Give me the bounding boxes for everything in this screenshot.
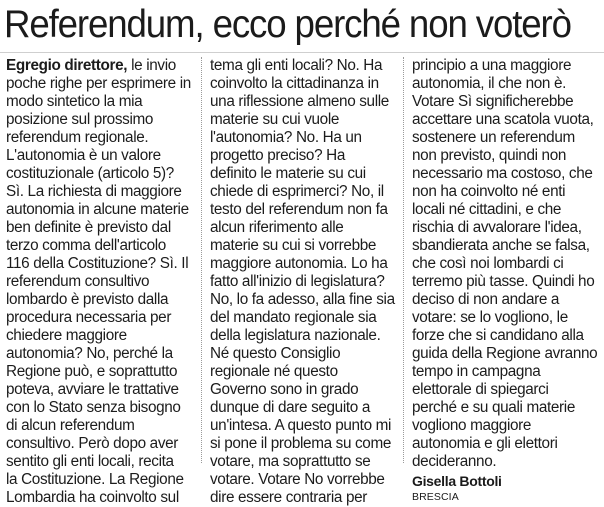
text-line: progetto preciso? Ha (210, 147, 346, 164)
text-line: una riflessione almeno sulle (210, 93, 389, 110)
text-line: necessario ma costoso, che (412, 165, 593, 182)
text-line: Sì. La richiesta di maggiore (6, 183, 182, 200)
signature-location: BRESCIA (412, 491, 459, 503)
text-line: autonomia in alcune materie (6, 201, 189, 218)
text-line: votare: se lo vogliono, le (412, 309, 568, 326)
text-line: tempo in campagna (412, 363, 541, 380)
text-line: poteva, avviare le trattative (6, 381, 179, 398)
text-line: sostenere un referendum (412, 129, 575, 146)
text-line: dire essere contraria per (210, 489, 368, 506)
text-line: autonomia e gli elettori (412, 435, 558, 452)
headline-rule (0, 52, 604, 53)
text-line: chiedere maggiore (6, 327, 127, 344)
text-line: Votare Sì significherebbe (412, 93, 574, 110)
text-line: autonomia? No, perché la (6, 345, 173, 362)
column-3 (412, 57, 600, 503)
text-line: perché e su quali materie (412, 399, 576, 416)
text-line: non previsto, quindi non (412, 147, 567, 164)
text-line: dunque di dare seguito a (210, 399, 371, 416)
text-line: Né questo Consiglio (210, 345, 341, 362)
text-line: l'autonomia? No. Ha un (210, 129, 362, 146)
text-line (6, 57, 194, 75)
text-line: sentito gli enti locali, recita (6, 453, 174, 470)
text-line: della legislatura nazionale. (210, 327, 381, 344)
text-line: si pone il problema su come (210, 435, 392, 452)
text-line: vogliono maggiore (412, 417, 532, 434)
text-line: deciso di non andare a (412, 291, 560, 308)
text-line: coinvolto la cittadinanza in (210, 75, 379, 92)
text-line: ben definite è previsto dal (6, 219, 171, 236)
text-line: del mandato regionale sia (210, 309, 377, 326)
text-line: costituzionale (articolo 5)? (6, 165, 174, 182)
text-line: autonomia, il che non è. (412, 75, 567, 92)
text-line: di alcun referendum (6, 417, 135, 434)
column-divider (201, 57, 202, 463)
text-line: lombardo è previsto dalla (6, 291, 169, 308)
text-line: tema gli enti locali? No. Ha (210, 57, 383, 74)
headline: Referendum, ecco perché non voterò (4, 3, 571, 46)
text-line: procedura necessaria per (6, 309, 172, 326)
text-line: la Costituzione. La Regione (6, 471, 184, 488)
text-line: guida della Regione avranno (412, 345, 598, 362)
text-line: Governo sono in grado (210, 381, 359, 398)
text-line: definito le materie su cui (210, 165, 366, 182)
signature: Gisella Bottoli (412, 473, 502, 489)
text-line: No, lo fa adesso, alla fine sia (210, 291, 395, 308)
text-line: terremo più tasse. Quindi ho (412, 273, 595, 290)
text-line: Regione può, e soprattutto (6, 363, 178, 380)
text-line: con lo Stato senza bisogno (6, 399, 181, 416)
text-line: principio a una maggiore (412, 57, 572, 74)
text-line: che così noi lombardi ci (412, 255, 564, 272)
text-line: materie su cui si vorrebbe (210, 237, 377, 254)
text-line: alcun riferimento alle (210, 219, 344, 236)
column-2 (210, 57, 398, 506)
text-line: sbandierata anche se falsa, (412, 237, 590, 254)
text-line: testo del referendum non fa (210, 201, 388, 218)
text-line: terzo comma dell'articolo (6, 237, 166, 254)
column-1 (6, 57, 194, 506)
text-line: non ha coinvolto né enti (412, 183, 566, 200)
text-line: referendum consultivo (6, 273, 150, 290)
text-line: modo sintetico la mia (6, 93, 143, 110)
text-line: forze che si candidano alla (412, 327, 584, 344)
text-line: votare. Votare No vorrebbe (210, 471, 385, 488)
text-line: 116 della Costituzione? Sì. Il (6, 255, 189, 272)
column-divider (403, 57, 404, 463)
text-line: Lombardia ha coinvolto sul (6, 489, 179, 506)
text-line: decideranno. (412, 453, 497, 470)
text-line: consultivo. Però dopo aver (6, 435, 179, 452)
text-line: votare, ma soprattutto se (210, 453, 371, 470)
text-line: un'intesa. A questo punto mi (210, 417, 392, 434)
text-line: referendum regionale. (6, 129, 149, 146)
text-line: maggiore autonomia. Lo ha (210, 255, 388, 272)
text-line-content: le invio (127, 57, 176, 74)
text-line: poche righe per esprimere in (6, 75, 191, 92)
text-line: rischia di avvalorare l'idea, (412, 219, 582, 236)
text-line: fatto all'inizio di legislatura? (210, 273, 385, 290)
text-line: chiede di esprimerci? No, il (210, 183, 384, 200)
text-line: accettare una scatola vuota, (412, 111, 594, 128)
text-line: regionale né questo (210, 363, 338, 380)
salutation: Egregio direttore, (6, 57, 128, 74)
text-line: elettorale di spiegarci (412, 381, 549, 398)
text-line: posizione sul prossimo (6, 111, 154, 128)
text-line: locali né cittadini, e che (412, 201, 562, 218)
text-line: L'autonomia è un valore (6, 147, 161, 164)
text-line: materie su cui vuole (210, 111, 340, 128)
